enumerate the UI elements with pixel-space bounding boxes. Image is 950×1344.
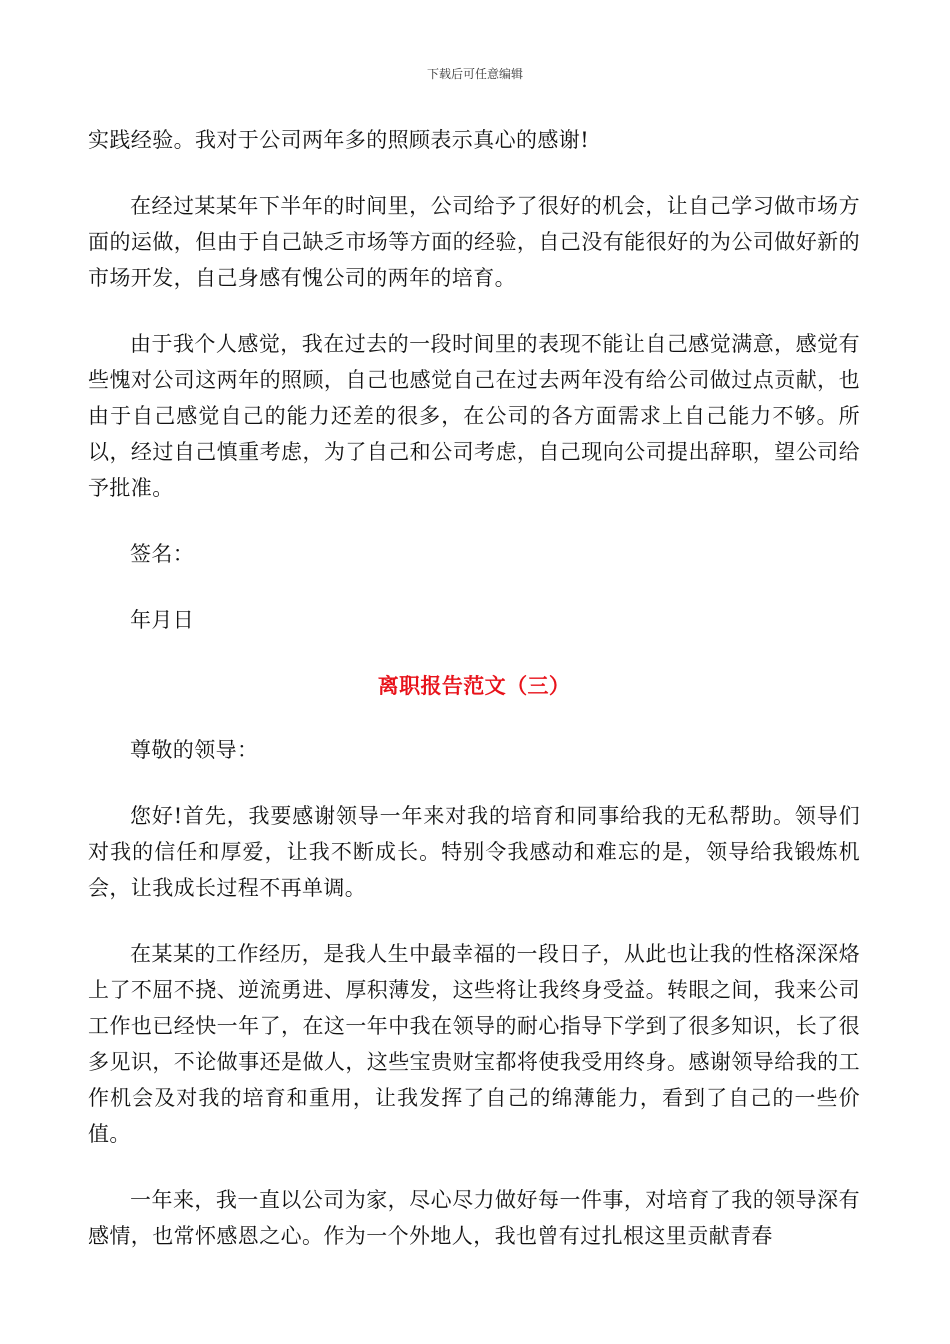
paragraph-market-experience: 在经过某某年下半年的时间里，公司给予了很好的机会，让自己学习做市场方面的运做，但由于自己缺乏市场等方面的经验，自己没有能很好的为公司做好新的市场开发，自己身感有愧公司的两年的培育。	[88, 194, 860, 290]
document-body	[88, 122, 860, 1284]
paragraph-one-year: 一年来，我一直以公司为家，尽心尽力做好每一件事，对培育了我的领导深有感情，也常怀感恩之心。作为一个外地人，我也曾有过扎根这里贡献青春	[88, 1188, 860, 1248]
paragraph-work-experience: 在某某的工作经历，是我人生中最幸福的一段日子，从此也让我的性格深深烙上了不屈不挠、逆流勇进、厚积薄发，这些将让我终身受益。转眼之间，我来公司工作也已经快一年了，在这一年中我在领导的耐心指导下学到了很多知识，长了很多见识，不论做事还是做人，这些宝贵财宝都将使我受用终身。感谢领导给我的工作机会及对我的培育和重用，让我发挥了自己的绵薄能力，看到了自己的一些价值。	[88, 942, 860, 1146]
header-note: 下载后可任意编辑	[426, 67, 523, 81]
paragraph-resignation-reason: 由于我个人感觉，我在过去的一段时间里的表现不能让自己感觉满意，感觉有些愧对公司这两年的照顾，自己也感觉自己在过去两年没有给公司做过点贡献，也由于自己感觉自己的能力还差的很多，在公司的各方面需求上自己能力不够。所以，经过自己慎重考虑，为了自己和公司考虑，自己现向公司提出辞职，望公司给予批准。	[88, 332, 860, 500]
date-line: 年月日	[130, 608, 195, 632]
paragraph-continuation: 实践经验。我对于公司两年多的照顾表示真心的感谢!	[88, 128, 590, 152]
paragraph-thanks: 您好!首先，我要感谢领导一年来对我的培育和同事给我的无私帮助。领导们对我的信任和厚爱，让我不断成长。特别令我感动和难忘的是，领导给我锻炼机会，让我成长过程不再单调。	[88, 804, 860, 900]
salutation: 尊敬的领导：	[130, 738, 259, 762]
signature-line: 签名：	[130, 542, 195, 566]
section-title: 离职报告范文（三）	[377, 673, 571, 698]
